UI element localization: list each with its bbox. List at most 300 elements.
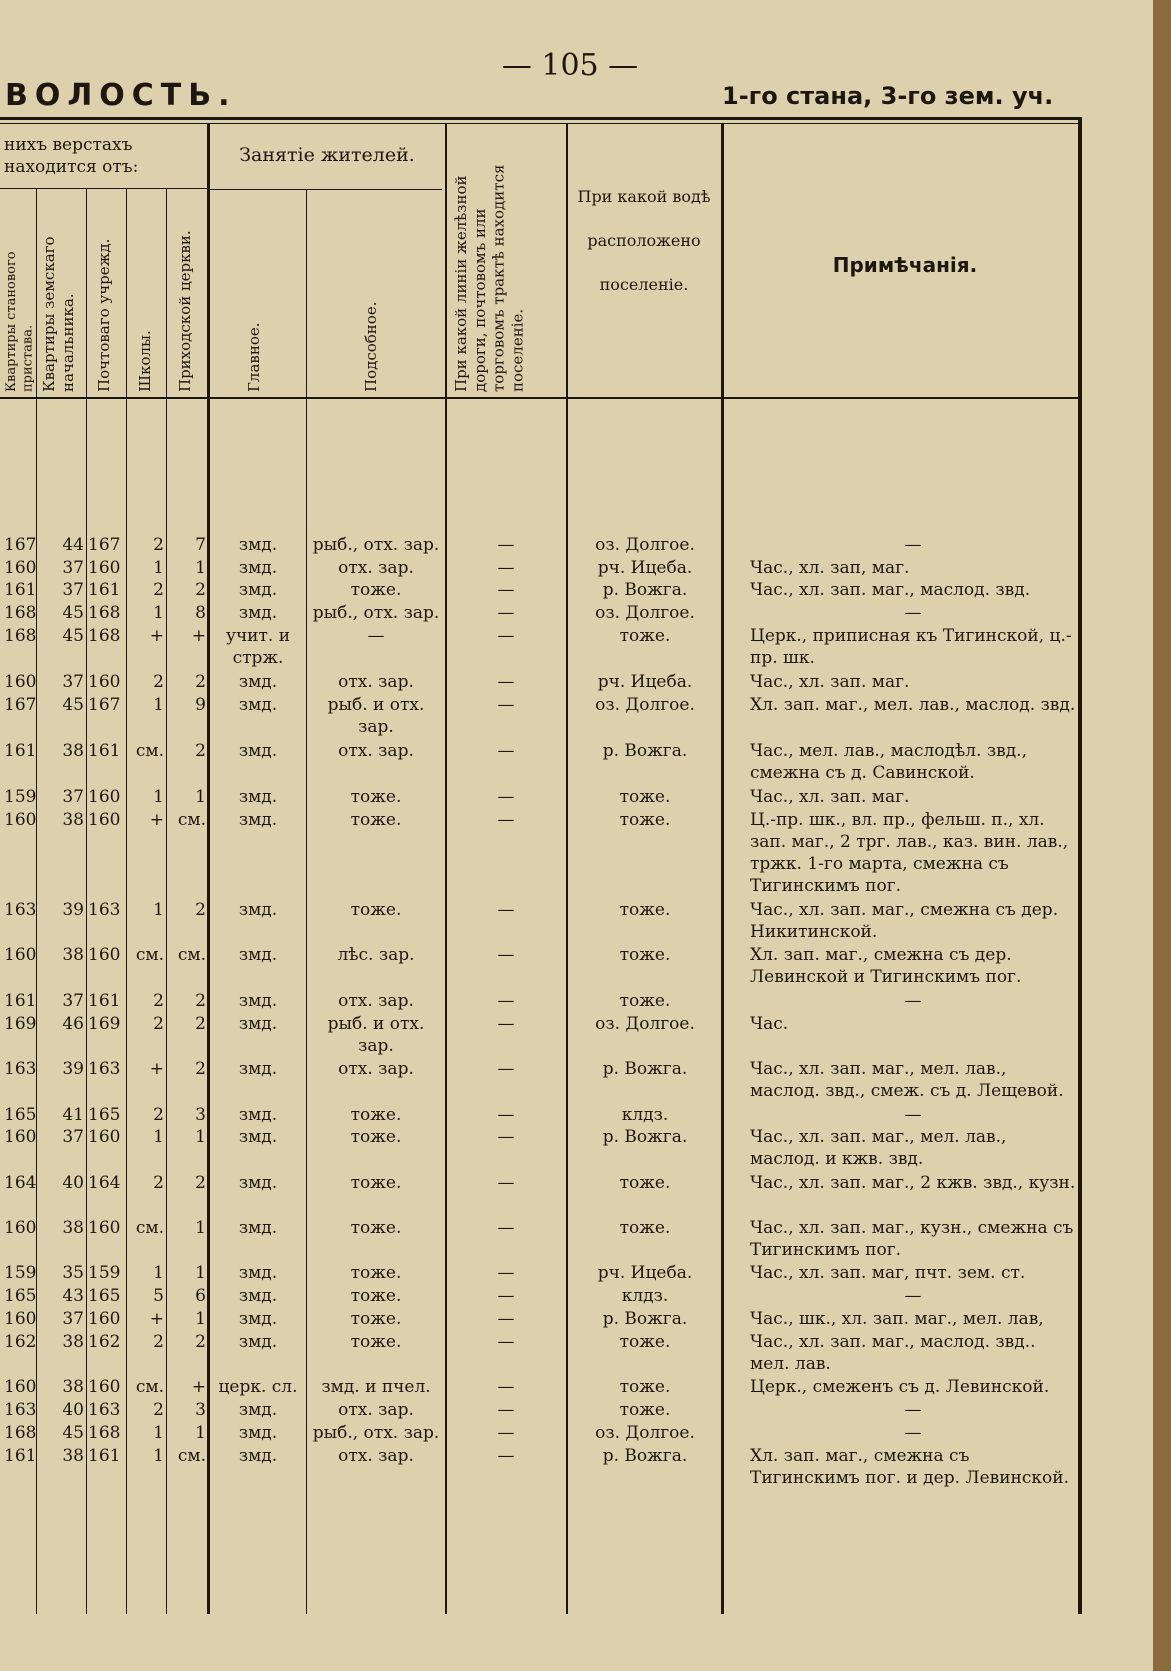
water-cell: рч. Ицеба. xyxy=(597,558,693,578)
stan-header: Квартиры станового пристава. xyxy=(4,251,36,392)
stan-distance-cell: 160 xyxy=(4,558,37,578)
school-header: Школы. xyxy=(136,330,154,392)
church-distance-cell: 1 xyxy=(195,1127,206,1147)
post-distance-cell: 160 xyxy=(88,945,121,965)
stan-distance-cell: 168 xyxy=(4,1423,37,1443)
stan-distance-cell: 161 xyxy=(4,580,37,600)
aux-occupation-cell: отх. зар. xyxy=(338,1446,414,1466)
stan-distance-cell: 165 xyxy=(4,1105,37,1125)
rail-cell: — xyxy=(497,1014,515,1034)
church-distance-cell: 2 xyxy=(195,741,206,761)
notes-cell: Хл. зап. маг., смежна съ дер. Левинской и Тигинскимъ пог. xyxy=(750,945,1022,987)
main-occupation-cell: змд. xyxy=(238,1332,278,1352)
post-distance-cell: 160 xyxy=(88,1309,121,1329)
water-cell: тоже. xyxy=(619,787,671,807)
zemsky-distance-cell: 37 xyxy=(62,558,84,578)
water-cell: клдз. xyxy=(621,1286,669,1306)
aux-occupation-cell: отх. зар. xyxy=(338,1059,414,1079)
post-header: Почтоваго учрежд. xyxy=(95,238,113,392)
stan-distance-cell: 169 xyxy=(4,1014,37,1034)
rail-cell: — xyxy=(497,1286,515,1306)
aux-occupation-cell: тоже. xyxy=(350,1127,402,1147)
notes-cell: Час. xyxy=(750,1014,789,1034)
main-occupation-cell: змд. xyxy=(238,580,278,600)
rail-cell: — xyxy=(497,810,515,830)
stan-distance-cell: 167 xyxy=(4,695,37,715)
water-cell: тоже. xyxy=(619,1218,671,1238)
stan-distance-cell: 160 xyxy=(4,1127,37,1147)
water-cell: тоже. xyxy=(619,810,671,830)
post-distance-cell: 161 xyxy=(88,1446,121,1466)
church-distance-cell: 1 xyxy=(195,1263,206,1283)
church-distance-cell: + xyxy=(191,1377,206,1397)
rail-cell: — xyxy=(497,1105,515,1125)
aux-occupation-header: Подсобное. xyxy=(362,301,380,392)
main-occupation-header: Главное. xyxy=(245,322,263,392)
church-distance-cell: 2 xyxy=(195,1332,206,1352)
main-occupation-cell: змд. xyxy=(238,900,278,920)
post-distance-cell: 163 xyxy=(88,1059,121,1079)
zemsky-distance-cell: 37 xyxy=(62,672,84,692)
post-distance-cell: 163 xyxy=(88,900,121,920)
post-distance-cell: 161 xyxy=(88,741,121,761)
stan-distance-cell: 163 xyxy=(4,900,37,920)
zemsky-distance-cell: 37 xyxy=(62,1127,84,1147)
zemsky-distance-cell: 38 xyxy=(62,1218,84,1238)
occupation-subrule xyxy=(210,189,442,190)
notes-cell: — xyxy=(904,991,922,1011)
post-distance-cell: 169 xyxy=(88,1014,121,1034)
main-occupation-cell: церк. сл. xyxy=(218,1377,298,1397)
col-rule-6 xyxy=(306,189,307,1614)
aux-occupation-cell: тоже. xyxy=(350,900,402,920)
notes-cell: — xyxy=(904,1400,922,1420)
main-occupation-cell: змд. xyxy=(238,1446,278,1466)
water-cell: оз. Долгое. xyxy=(595,1014,695,1034)
main-occupation-cell: змд. xyxy=(238,1423,278,1443)
water-cell: тоже. xyxy=(619,1332,671,1352)
notes-cell: Час., мел. лав., маслодѣл. звд., смежна съ д. Савинской. xyxy=(750,741,1027,783)
school-distance-cell: 1 xyxy=(153,558,164,578)
post-distance-cell: 160 xyxy=(88,1377,121,1397)
main-occupation-cell: змд. xyxy=(238,558,278,578)
rail-cell: — xyxy=(497,1423,515,1443)
church-distance-cell: см. xyxy=(177,1446,206,1466)
rail-cell: — xyxy=(497,1332,515,1352)
school-distance-cell: см. xyxy=(135,1218,164,1238)
stan-distance-cell: 161 xyxy=(4,991,37,1011)
water-cell: рч. Ицеба. xyxy=(597,1263,693,1283)
zemsky-distance-cell: 35 xyxy=(62,1263,84,1283)
school-distance-cell: 5 xyxy=(153,1286,164,1306)
rail-cell: — xyxy=(497,1309,515,1329)
col-rule-9 xyxy=(721,124,724,1614)
post-distance-cell: 160 xyxy=(88,787,121,807)
notes-cell: — xyxy=(904,1423,922,1443)
zemsky-distance-cell: 46 xyxy=(62,1014,84,1034)
main-occupation-cell: змд. xyxy=(238,810,278,830)
school-distance-cell: 1 xyxy=(153,1446,164,1466)
rail-cell: — xyxy=(497,672,515,692)
post-distance-cell: 168 xyxy=(88,603,121,623)
school-distance-cell: 2 xyxy=(153,1332,164,1352)
main-occupation-cell: змд. xyxy=(238,945,278,965)
aux-occupation-cell: тоже. xyxy=(350,1173,402,1193)
water-cell: р. Вожга. xyxy=(602,1127,688,1147)
water-cell: оз. Долгое. xyxy=(595,1423,695,1443)
notes-cell: Час., хл. зап. маг., мел. лав., маслод. и кжв. звд. xyxy=(750,1127,1007,1169)
post-distance-cell: 163 xyxy=(88,1400,121,1420)
school-distance-cell: 2 xyxy=(153,1014,164,1034)
rail-cell: — xyxy=(497,580,515,600)
rail-cell: — xyxy=(497,626,515,646)
notes-cell: Час., хл. зап. маг., мел. лав., маслод. звд., смеж. съ д. Лещевой. xyxy=(750,1059,1064,1101)
water-cell: оз. Долгое. xyxy=(595,535,695,555)
notes-cell: Час., хл. зап. маг. xyxy=(750,787,910,807)
post-distance-cell: 160 xyxy=(88,1127,121,1147)
aux-occupation-cell: отх. зар. xyxy=(338,672,414,692)
aux-occupation-cell: лѣс. зар. xyxy=(337,945,415,965)
notes-cell: Час., хл. зап. маг., маслод. звд.. мел. лав. xyxy=(750,1332,1036,1374)
church-distance-cell: 3 xyxy=(195,1400,206,1420)
church-distance-cell: + xyxy=(191,626,206,646)
school-distance-cell: 2 xyxy=(153,1105,164,1125)
water-cell: р. Вожга. xyxy=(602,1309,688,1329)
school-distance-cell: 2 xyxy=(153,580,164,600)
notes-cell: Час., хл. зап, маг. xyxy=(750,558,910,578)
notes-cell: Хл. зап. маг., мел. лав., маслод. звд. xyxy=(750,695,1076,715)
water-cell: р. Вожга. xyxy=(602,580,688,600)
school-distance-cell: см. xyxy=(135,1377,164,1397)
rail-cell: — xyxy=(497,1400,515,1420)
water-cell: тоже. xyxy=(619,900,671,920)
main-occupation-cell: змд. xyxy=(238,1173,278,1193)
church-distance-cell: см. xyxy=(177,810,206,830)
post-distance-cell: 160 xyxy=(88,672,121,692)
rail-cell: — xyxy=(497,787,515,807)
notes-cell: Церк., смеженъ съ д. Левинской. xyxy=(750,1377,1050,1397)
church-distance-cell: 7 xyxy=(195,535,206,555)
church-distance-cell: 1 xyxy=(195,787,206,807)
aux-occupation-cell: тоже. xyxy=(350,810,402,830)
aux-occupation-cell: тоже. xyxy=(350,1218,402,1238)
notes-cell: Час., шк., хл. зап. маг., мел. лав, xyxy=(750,1309,1044,1329)
school-distance-cell: 2 xyxy=(153,672,164,692)
aux-occupation-cell: тоже. xyxy=(350,1105,402,1125)
main-occupation-cell: учит. и стрж. xyxy=(225,626,291,668)
school-distance-cell: 1 xyxy=(153,1263,164,1283)
aux-occupation-cell: рыб. и отх. зар. xyxy=(327,695,425,737)
main-occupation-cell: змд. xyxy=(238,535,278,555)
water-cell: тоже. xyxy=(619,1400,671,1420)
rail-cell: — xyxy=(497,1218,515,1238)
stan-distance-cell: 168 xyxy=(4,603,37,623)
main-occupation-cell: змд. xyxy=(238,603,278,623)
zemsky-distance-cell: 39 xyxy=(62,900,84,920)
aux-occupation-cell: тоже. xyxy=(350,580,402,600)
col-rule-10 xyxy=(1078,118,1082,1614)
church-distance-cell: 9 xyxy=(195,695,206,715)
zemsky-distance-cell: 38 xyxy=(62,1446,84,1466)
zemsky-distance-cell: 37 xyxy=(62,991,84,1011)
stan-distance-cell: 163 xyxy=(4,1059,37,1079)
school-distance-cell: 2 xyxy=(153,535,164,555)
zemsky-distance-cell: 43 xyxy=(62,1286,84,1306)
stan-distance-cell: 160 xyxy=(4,945,37,965)
notes-cell: Ц.-пр. шк., вл. пр., фельш. п., хл. зап. маг., 2 трг. лав., каз. вин. лав., тржк. 1-го марта, смежна съ Тигинскимъ пог. xyxy=(750,810,1069,896)
rail-cell: — xyxy=(497,991,515,1011)
notes-header: Примѣчанія. xyxy=(832,253,978,277)
rail-cell: — xyxy=(497,695,515,715)
zemsky-distance-cell: 38 xyxy=(62,741,84,761)
header-rule xyxy=(0,397,1082,399)
church-distance-cell: 1 xyxy=(195,1309,206,1329)
main-occupation-cell: змд. xyxy=(238,991,278,1011)
water-cell: тоже. xyxy=(619,1173,671,1193)
main-occupation-cell: змд. xyxy=(238,1014,278,1034)
rail-cell: — xyxy=(497,1446,515,1466)
main-occupation-cell: змд. xyxy=(238,695,278,715)
zemsky-distance-cell: 44 xyxy=(62,535,84,555)
rail-cell: — xyxy=(497,900,515,920)
zemsky-distance-cell: 38 xyxy=(62,810,84,830)
notes-cell: Хл. зап. маг., смежна съ Тигинскимъ пог. и дер. Левинской. xyxy=(750,1446,1069,1488)
rail-header: При какой линіи желѣзной дороги, почтовомъ или торговомъ трактѣ находится поселеніе. xyxy=(452,164,527,392)
volost-title: ВОЛОСТЬ. xyxy=(5,78,237,113)
post-distance-cell: 160 xyxy=(88,558,121,578)
stan-distance-cell: 167 xyxy=(4,535,37,555)
post-distance-cell: 165 xyxy=(88,1286,121,1306)
main-occupation-cell: змд. xyxy=(238,1286,278,1306)
zemsky-distance-cell: 37 xyxy=(62,1309,84,1329)
notes-cell: Час., хл. зап. маг. xyxy=(750,672,910,692)
church-distance-cell: 6 xyxy=(195,1286,206,1306)
zemsky-distance-cell: 37 xyxy=(62,580,84,600)
notes-cell: — xyxy=(904,535,922,555)
stan-distance-cell: 159 xyxy=(4,787,37,807)
col-rule-2 xyxy=(86,189,87,1614)
distances-group-header: нихъ верстахъ находится отъ: xyxy=(4,135,139,178)
water-cell: тоже. xyxy=(619,991,671,1011)
water-cell: оз. Долгое. xyxy=(595,695,695,715)
rail-cell: — xyxy=(497,1127,515,1147)
aux-occupation-cell: рыб., отх. зар. xyxy=(312,603,440,623)
main-occupation-cell: змд. xyxy=(238,787,278,807)
zemsky-distance-cell: 38 xyxy=(62,1377,84,1397)
zemsky-distance-cell: 41 xyxy=(62,1105,84,1125)
church-distance-cell: 2 xyxy=(195,900,206,920)
school-distance-cell: + xyxy=(149,1309,164,1329)
school-distance-cell: 1 xyxy=(153,1423,164,1443)
stan-distance-cell: 168 xyxy=(4,626,37,646)
notes-cell: Час., хл. зап. маг., 2 кжв. звд., кузн. xyxy=(750,1173,1076,1193)
church-distance-cell: см. xyxy=(177,945,206,965)
aux-occupation-cell: — xyxy=(367,626,385,646)
notes-cell: — xyxy=(904,1286,922,1306)
school-distance-cell: 1 xyxy=(153,787,164,807)
post-distance-cell: 159 xyxy=(88,1263,121,1283)
water-cell: рч. Ицеба. xyxy=(597,672,693,692)
aux-occupation-cell: тоже. xyxy=(350,1332,402,1352)
school-distance-cell: 2 xyxy=(153,1400,164,1420)
school-distance-cell: 1 xyxy=(153,900,164,920)
main-occupation-cell: змд. xyxy=(238,672,278,692)
aux-occupation-cell: отх. зар. xyxy=(338,558,414,578)
post-distance-cell: 165 xyxy=(88,1105,121,1125)
stan-distance-cell: 160 xyxy=(4,1377,37,1397)
zemsky-header: Квартиры земскаго начальника. xyxy=(40,236,77,392)
school-distance-cell: + xyxy=(149,810,164,830)
zemsky-distance-cell: 45 xyxy=(62,1423,84,1443)
post-distance-cell: 161 xyxy=(88,991,121,1011)
aux-occupation-cell: тоже. xyxy=(350,1309,402,1329)
school-distance-cell: 2 xyxy=(153,991,164,1011)
col-rule-1 xyxy=(36,189,37,1614)
post-distance-cell: 164 xyxy=(88,1173,121,1193)
zemsky-distance-cell: 40 xyxy=(62,1400,84,1420)
rail-cell: — xyxy=(497,558,515,578)
church-distance-cell: 1 xyxy=(195,558,206,578)
church-distance-cell: 1 xyxy=(195,1218,206,1238)
water-cell: тоже. xyxy=(619,626,671,646)
church-distance-cell: 2 xyxy=(195,580,206,600)
aux-occupation-cell: тоже. xyxy=(350,1286,402,1306)
rail-cell: — xyxy=(497,1263,515,1283)
water-cell: р. Вожга. xyxy=(602,1446,688,1466)
zemsky-distance-cell: 39 xyxy=(62,1059,84,1079)
rail-cell: — xyxy=(497,1059,515,1079)
stan-distance-cell: 160 xyxy=(4,1309,37,1329)
rail-cell: — xyxy=(497,535,515,555)
main-occupation-cell: змд. xyxy=(238,741,278,761)
aux-occupation-cell: тоже. xyxy=(350,1263,402,1283)
water-cell: р. Вожга. xyxy=(602,741,688,761)
page-number: — 105 — xyxy=(501,48,639,83)
zemsky-distance-cell: 37 xyxy=(62,787,84,807)
stan-title: 1-го стана, 3-го зем. уч. xyxy=(722,82,1054,110)
aux-occupation-cell: змд. и пчел. xyxy=(321,1377,431,1397)
water-header: При какой водѣ расположено поселеніе. xyxy=(577,187,711,294)
stan-distance-cell: 163 xyxy=(4,1400,37,1420)
main-occupation-cell: змд. xyxy=(238,1105,278,1125)
post-distance-cell: 167 xyxy=(88,535,121,555)
aux-occupation-cell: рыб., отх. зар. xyxy=(312,1423,440,1443)
church-distance-cell: 1 xyxy=(195,1423,206,1443)
rail-cell: — xyxy=(497,741,515,761)
zemsky-distance-cell: 45 xyxy=(62,695,84,715)
col-rule-7 xyxy=(445,124,447,1614)
aux-occupation-cell: отх. зар. xyxy=(338,991,414,1011)
notes-cell: Час., хл. зап. маг., маслод. звд. xyxy=(750,580,1031,600)
post-distance-cell: 168 xyxy=(88,1423,121,1443)
aux-occupation-cell: рыб., отх. зар. xyxy=(312,535,440,555)
school-distance-cell: 1 xyxy=(153,695,164,715)
stan-distance-cell: 162 xyxy=(4,1332,37,1352)
stan-distance-cell: 160 xyxy=(4,810,37,830)
main-occupation-cell: змд. xyxy=(238,1263,278,1283)
post-distance-cell: 162 xyxy=(88,1332,121,1352)
school-distance-cell: + xyxy=(149,1059,164,1079)
col-rule-3 xyxy=(126,189,127,1614)
school-distance-cell: 2 xyxy=(153,1173,164,1193)
stan-distance-cell: 159 xyxy=(4,1263,37,1283)
water-cell: р. Вожга. xyxy=(602,1059,688,1079)
col-rule-4 xyxy=(166,189,167,1614)
church-distance-cell: 8 xyxy=(195,603,206,623)
zemsky-distance-cell: 45 xyxy=(62,603,84,623)
school-distance-cell: 1 xyxy=(153,603,164,623)
church-distance-cell: 2 xyxy=(195,1059,206,1079)
post-distance-cell: 160 xyxy=(88,810,121,830)
main-occupation-cell: змд. xyxy=(238,1218,278,1238)
rail-cell: — xyxy=(497,1377,515,1397)
school-distance-cell: см. xyxy=(135,945,164,965)
col-rule-5 xyxy=(207,124,210,1614)
post-distance-cell: 167 xyxy=(88,695,121,715)
zemsky-distance-cell: 38 xyxy=(62,1332,84,1352)
occupation-group-header: Занятіе жителей. xyxy=(239,144,415,166)
church-distance-cell: 3 xyxy=(195,1105,206,1125)
notes-cell: — xyxy=(904,603,922,623)
aux-occupation-cell: тоже. xyxy=(350,787,402,807)
zemsky-distance-cell: 38 xyxy=(62,945,84,965)
zemsky-distance-cell: 40 xyxy=(62,1173,84,1193)
church-distance-cell: 2 xyxy=(195,1173,206,1193)
water-cell: тоже. xyxy=(619,1377,671,1397)
top-rule xyxy=(0,117,1082,120)
notes-cell: Церк., приписная къ Тигинской, ц.-пр. шк. xyxy=(750,626,1072,668)
stan-distance-cell: 164 xyxy=(4,1173,37,1193)
post-distance-cell: 168 xyxy=(88,626,121,646)
school-distance-cell: 1 xyxy=(153,1127,164,1147)
water-cell: оз. Долгое. xyxy=(595,603,695,623)
main-occupation-cell: змд. xyxy=(238,1309,278,1329)
notes-cell: Час., хл. зап. маг., кузн., смежна съ Тигинскимъ пог. xyxy=(750,1218,1074,1260)
notes-cell: Час., хл. зап. маг, пчт. зем. ст. xyxy=(750,1263,1026,1283)
aux-occupation-cell: отх. зар. xyxy=(338,741,414,761)
notes-cell: — xyxy=(904,1105,922,1125)
zemsky-distance-cell: 45 xyxy=(62,626,84,646)
rail-cell: — xyxy=(497,1173,515,1193)
rail-cell: — xyxy=(497,945,515,965)
school-distance-cell: см. xyxy=(135,741,164,761)
church-header: Приходской церкви. xyxy=(176,230,194,392)
post-distance-cell: 161 xyxy=(88,580,121,600)
stan-distance-cell: 161 xyxy=(4,741,37,761)
church-distance-cell: 2 xyxy=(195,1014,206,1034)
top-rule-thin xyxy=(0,123,1082,124)
distances-subrule xyxy=(0,188,207,189)
main-occupation-cell: змд. xyxy=(238,1059,278,1079)
post-distance-cell: 160 xyxy=(88,1218,121,1238)
rail-cell: — xyxy=(497,603,515,623)
stan-distance-cell: 160 xyxy=(4,1218,37,1238)
stan-distance-cell: 165 xyxy=(4,1286,37,1306)
notes-cell: Час., хл. зап. маг., смежна съ дер. Никитинской. xyxy=(750,900,1059,942)
water-cell: клдз. xyxy=(621,1105,669,1125)
main-occupation-cell: змд. xyxy=(238,1127,278,1147)
col-rule-8 xyxy=(566,124,568,1614)
stan-distance-cell: 161 xyxy=(4,1446,37,1466)
stan-distance-cell: 160 xyxy=(4,672,37,692)
church-distance-cell: 2 xyxy=(195,991,206,1011)
church-distance-cell: 2 xyxy=(195,672,206,692)
water-cell: тоже. xyxy=(619,945,671,965)
aux-occupation-cell: рыб. и отх. зар. xyxy=(327,1014,425,1056)
main-occupation-cell: змд. xyxy=(238,1400,278,1420)
school-distance-cell: + xyxy=(149,626,164,646)
aux-occupation-cell: отх. зар. xyxy=(338,1400,414,1420)
